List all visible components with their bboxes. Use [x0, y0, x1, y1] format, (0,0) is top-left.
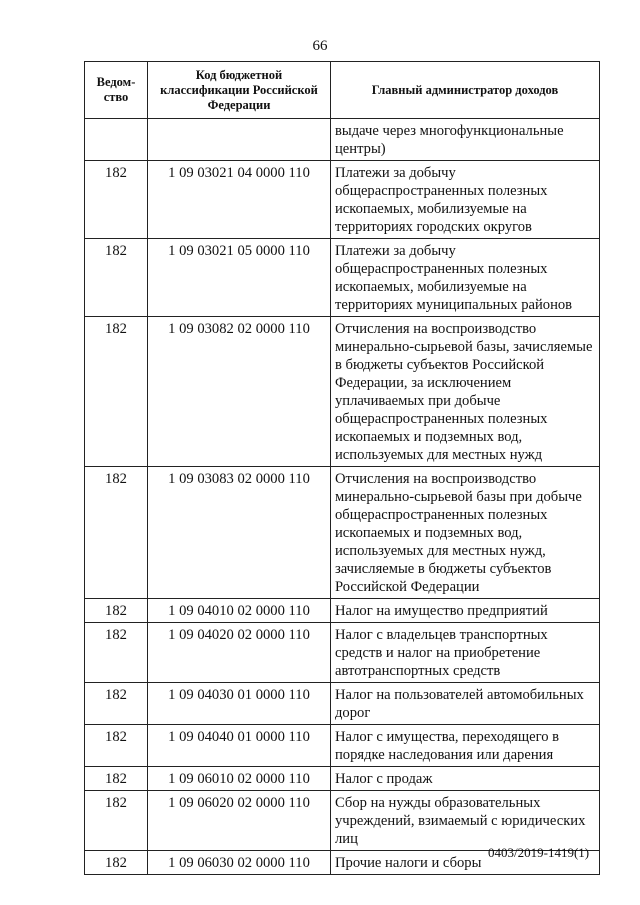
- code-cell: 1 09 04020 02 0000 110: [148, 623, 331, 683]
- code-cell: [148, 119, 331, 161]
- header-admin-label: Главный администратор доходов: [371, 82, 559, 97]
- dept-cell: 182: [85, 791, 148, 851]
- code-cell: 1 09 03021 04 0000 110: [148, 161, 331, 239]
- code-cell: 1 09 06030 02 0000 110: [148, 851, 331, 875]
- budget-classification-table: [84, 61, 600, 875]
- code-cell: 1 09 03082 02 0000 110: [148, 317, 331, 467]
- header-dept: [85, 62, 148, 119]
- header-code-label: Код бюджетной классификации Российской Федерации: [160, 67, 318, 112]
- admin-name-cell: Налог на имущество предприятий: [331, 599, 600, 623]
- table-row: [85, 599, 600, 623]
- table-row: [85, 317, 600, 467]
- admin-name-cell: Платежи за добычу общераспространенных полезных ископаемых, мобилизуемые на территориях городских округов: [331, 161, 600, 239]
- dept-cell: 182: [85, 683, 148, 725]
- header-dept-label: Ведом- ство: [96, 75, 136, 104]
- admin-name-cell: Сбор на нужды образовательных учреждений, взимаемый с юридических лиц: [331, 791, 600, 851]
- dept-cell: 182: [85, 623, 148, 683]
- header-admin: [331, 62, 600, 119]
- dept-cell: 182: [85, 467, 148, 599]
- document-number: 0403/2019-1419(1): [488, 845, 590, 860]
- dept-cell: 182: [85, 725, 148, 767]
- code-cell: 1 09 06020 02 0000 110: [148, 791, 331, 851]
- admin-name-cell: Налог с имущества, переходящего в порядке наследования или дарения: [331, 725, 600, 767]
- table-row: [85, 623, 600, 683]
- admin-name-cell: Платежи за добычу общераспространенных полезных ископаемых, мобилизуемые на территориях муниципальных районов: [331, 239, 600, 317]
- table-row: [85, 467, 600, 599]
- page-number: 66: [312, 38, 328, 54]
- dept-cell: 182: [85, 851, 148, 875]
- dept-cell: 182: [85, 161, 148, 239]
- code-cell: 1 09 03083 02 0000 110: [148, 467, 331, 599]
- dept-cell: 182: [85, 317, 148, 467]
- table-row: [85, 161, 600, 239]
- admin-name-cell: Прочие налоги и сборы: [331, 851, 600, 875]
- admin-name-cell: Налог на пользователей автомобильных дорог: [331, 683, 600, 725]
- dept-cell: [85, 119, 148, 161]
- header-code: [148, 62, 331, 119]
- table-row: [85, 725, 600, 767]
- dept-cell: 182: [85, 767, 148, 791]
- table-row: [85, 119, 600, 161]
- dept-cell: 182: [85, 239, 148, 317]
- admin-name-cell: Отчисления на воспроизводство минерально-сырьевой базы при добыче общераспространенных полезных ископаемых и подземных вод, используемых для местных нужд, зачисляемые в бюджеты субъектов Российской Федерации: [331, 467, 600, 599]
- admin-name-cell: выдаче через многофункциональные центры): [331, 119, 600, 161]
- table-row: [85, 767, 600, 791]
- dept-cell: 182: [85, 599, 148, 623]
- code-cell: 1 09 04040 01 0000 110: [148, 725, 331, 767]
- table-header-row: [85, 62, 600, 119]
- admin-name-cell: Налог с владельцев транспортных средств и налог на приобретение автотранспортных средств: [331, 623, 600, 683]
- admin-name-cell: Налог с продаж: [331, 767, 600, 791]
- code-cell: 1 09 04010 02 0000 110: [148, 599, 331, 623]
- table-row: [85, 791, 600, 851]
- table-row: [85, 239, 600, 317]
- code-cell: 1 09 04030 01 0000 110: [148, 683, 331, 725]
- admin-name-cell: Отчисления на воспроизводство минерально-сырьевой базы, зачисляемые в бюджеты субъектов Российской Федерации, за исключением уплачиваемых при добыче общераспространенных полезных ископаемых и подземных вод, используемых для местных нужд: [331, 317, 600, 467]
- code-cell: 1 09 06010 02 0000 110: [148, 767, 331, 791]
- table-body: [85, 119, 600, 875]
- code-cell: 1 09 03021 05 0000 110: [148, 239, 331, 317]
- table-row: [85, 683, 600, 725]
